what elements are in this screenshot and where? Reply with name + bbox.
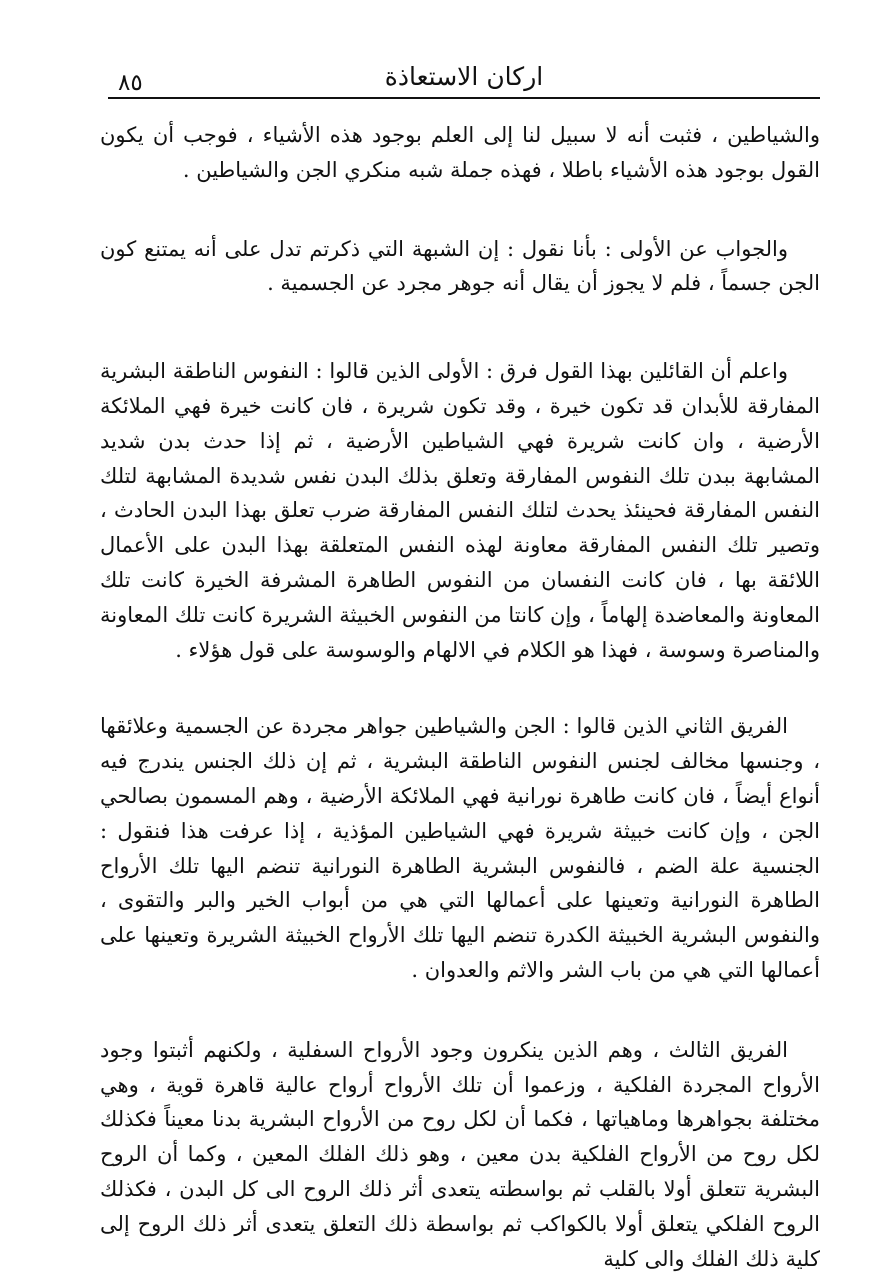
paragraph-first-group: واعلم أن القائلين بهذا القول فرق : الأولى الذين قالوا : النفوس الناطقة البشرية المفارقة للأبدان قد تكون خيرة ، وقد تكون شريرة ، فان كانت خيرة فهي الملائكة الأرضية ، وان كانت شريرة فهي الشياطين الأرضية ، ثم إذا حدث بدن شديد المشابهة ببدن تلك النفوس المفارقة وتعلق بذلك البدن نفس شديدة المشابهة لتلك النفس المفارقة فحينئذ يحدث لتلك النفس المفارقة ضرب تعلق بهذا البدن الحادث ، وتصير تلك النفس المفارقة معاونة لهذه النفس المتعلقة بهذا البدن على الأعمال اللائقة بها ، فان كانت النفسان من النفوس الطاهرة المشرفة الخيرة كانت تلك المعاونة والمعاضدة إلهاماً ، وإن كانتا من النفوس الخبيثة الشريرة كانت تلك المعاونة والمناصرة وسوسة ، فهذا هو الكلام في الالهام والوسوسة على قول هؤلاء . — [100, 359, 820, 662]
paragraph-second-group: الفريق الثاني الذين قالوا : الجن والشياطين جواهر مجردة عن الجسمية وعلائقها ، وجنسها مخالف لجنس النفوس الناطقة البشرية ، ثم إن ذلك الجنس يندرج فيه أنواع أيضاً ، فان كانت طاهرة نورانية فهي الملائكة الأرضية ، وهم المسمون بصالحي الجن ، وإن كانت خبيثة شريرة فهي الشياطين المؤذية ، إذا عرفت هذا فنقول : الجنسية علة الضم ، فالنفوس البشرية الطاهرة النورانية تنضم اليها تلك الأرواح الطاهرة النورانية وتعينها على أعمالها التي هي من أبواب الخير والبر والتقوى ، والنفوس البشرية الخبيثة الكدرة تنضم اليها تلك الأرواح الخبيثة الشريرة وتعينها على أعمالها التي هي من باب الشر والاثم والعدوان . — [100, 714, 820, 982]
running-title: اركان الاستعاذة — [384, 62, 544, 91]
main-text — [100, 118, 820, 1276]
paragraph-continuation: والشياطين ، فثبت أنه لا سبيل لنا إلى العلم بوجود هذه الأشياء ، فوجب أن يكون القول بوجود هذه الأشياء باطلا ، فهذه جملة شبه منكري الجن والشياطين . — [100, 123, 820, 182]
page-header — [108, 58, 820, 94]
paragraph-answer: والجواب عن الأولى : بأنا نقول : إن الشبهة التي ذكرتم تدل على أنه يمتنع كون الجن جسماً ، فلم لا يجوز أن يقال أنه جوهر مجرد عن الجسمية . — [100, 236, 820, 296]
paragraph-third-group: الفريق الثالث ، وهم الذين ينكرون وجود الأرواح السفلية ، ولكنهم أثبتوا وجود الأرواح المجردة الفلكية ، وزعموا أن تلك الأرواح أرواح عالية قاهرة قوية ، وهي مختلفة بجواهرها وماهياتها ، فكما أن لكل روح من الأرواح البشرية بدنا معيناً فكذلك لكل روح من الأرواح الفلكية بدن معين ، وهو ذلك الفلك المعين ، وكما أن الروح البشرية تتعلق أولا بالقلب ثم بواسطته يتعدى أثر ذلك الروح الى كل البدن ، فكذلك الروح الفلكي يتعلق أولا بالكواكب ثم بواسطة ذلك التعلق يتعدى أثر ذلك الروح إلى كلية ذلك الفلك والى كلية — [100, 1037, 820, 1271]
header-rule — [108, 97, 820, 99]
page-number: ٨٥ — [118, 70, 143, 96]
